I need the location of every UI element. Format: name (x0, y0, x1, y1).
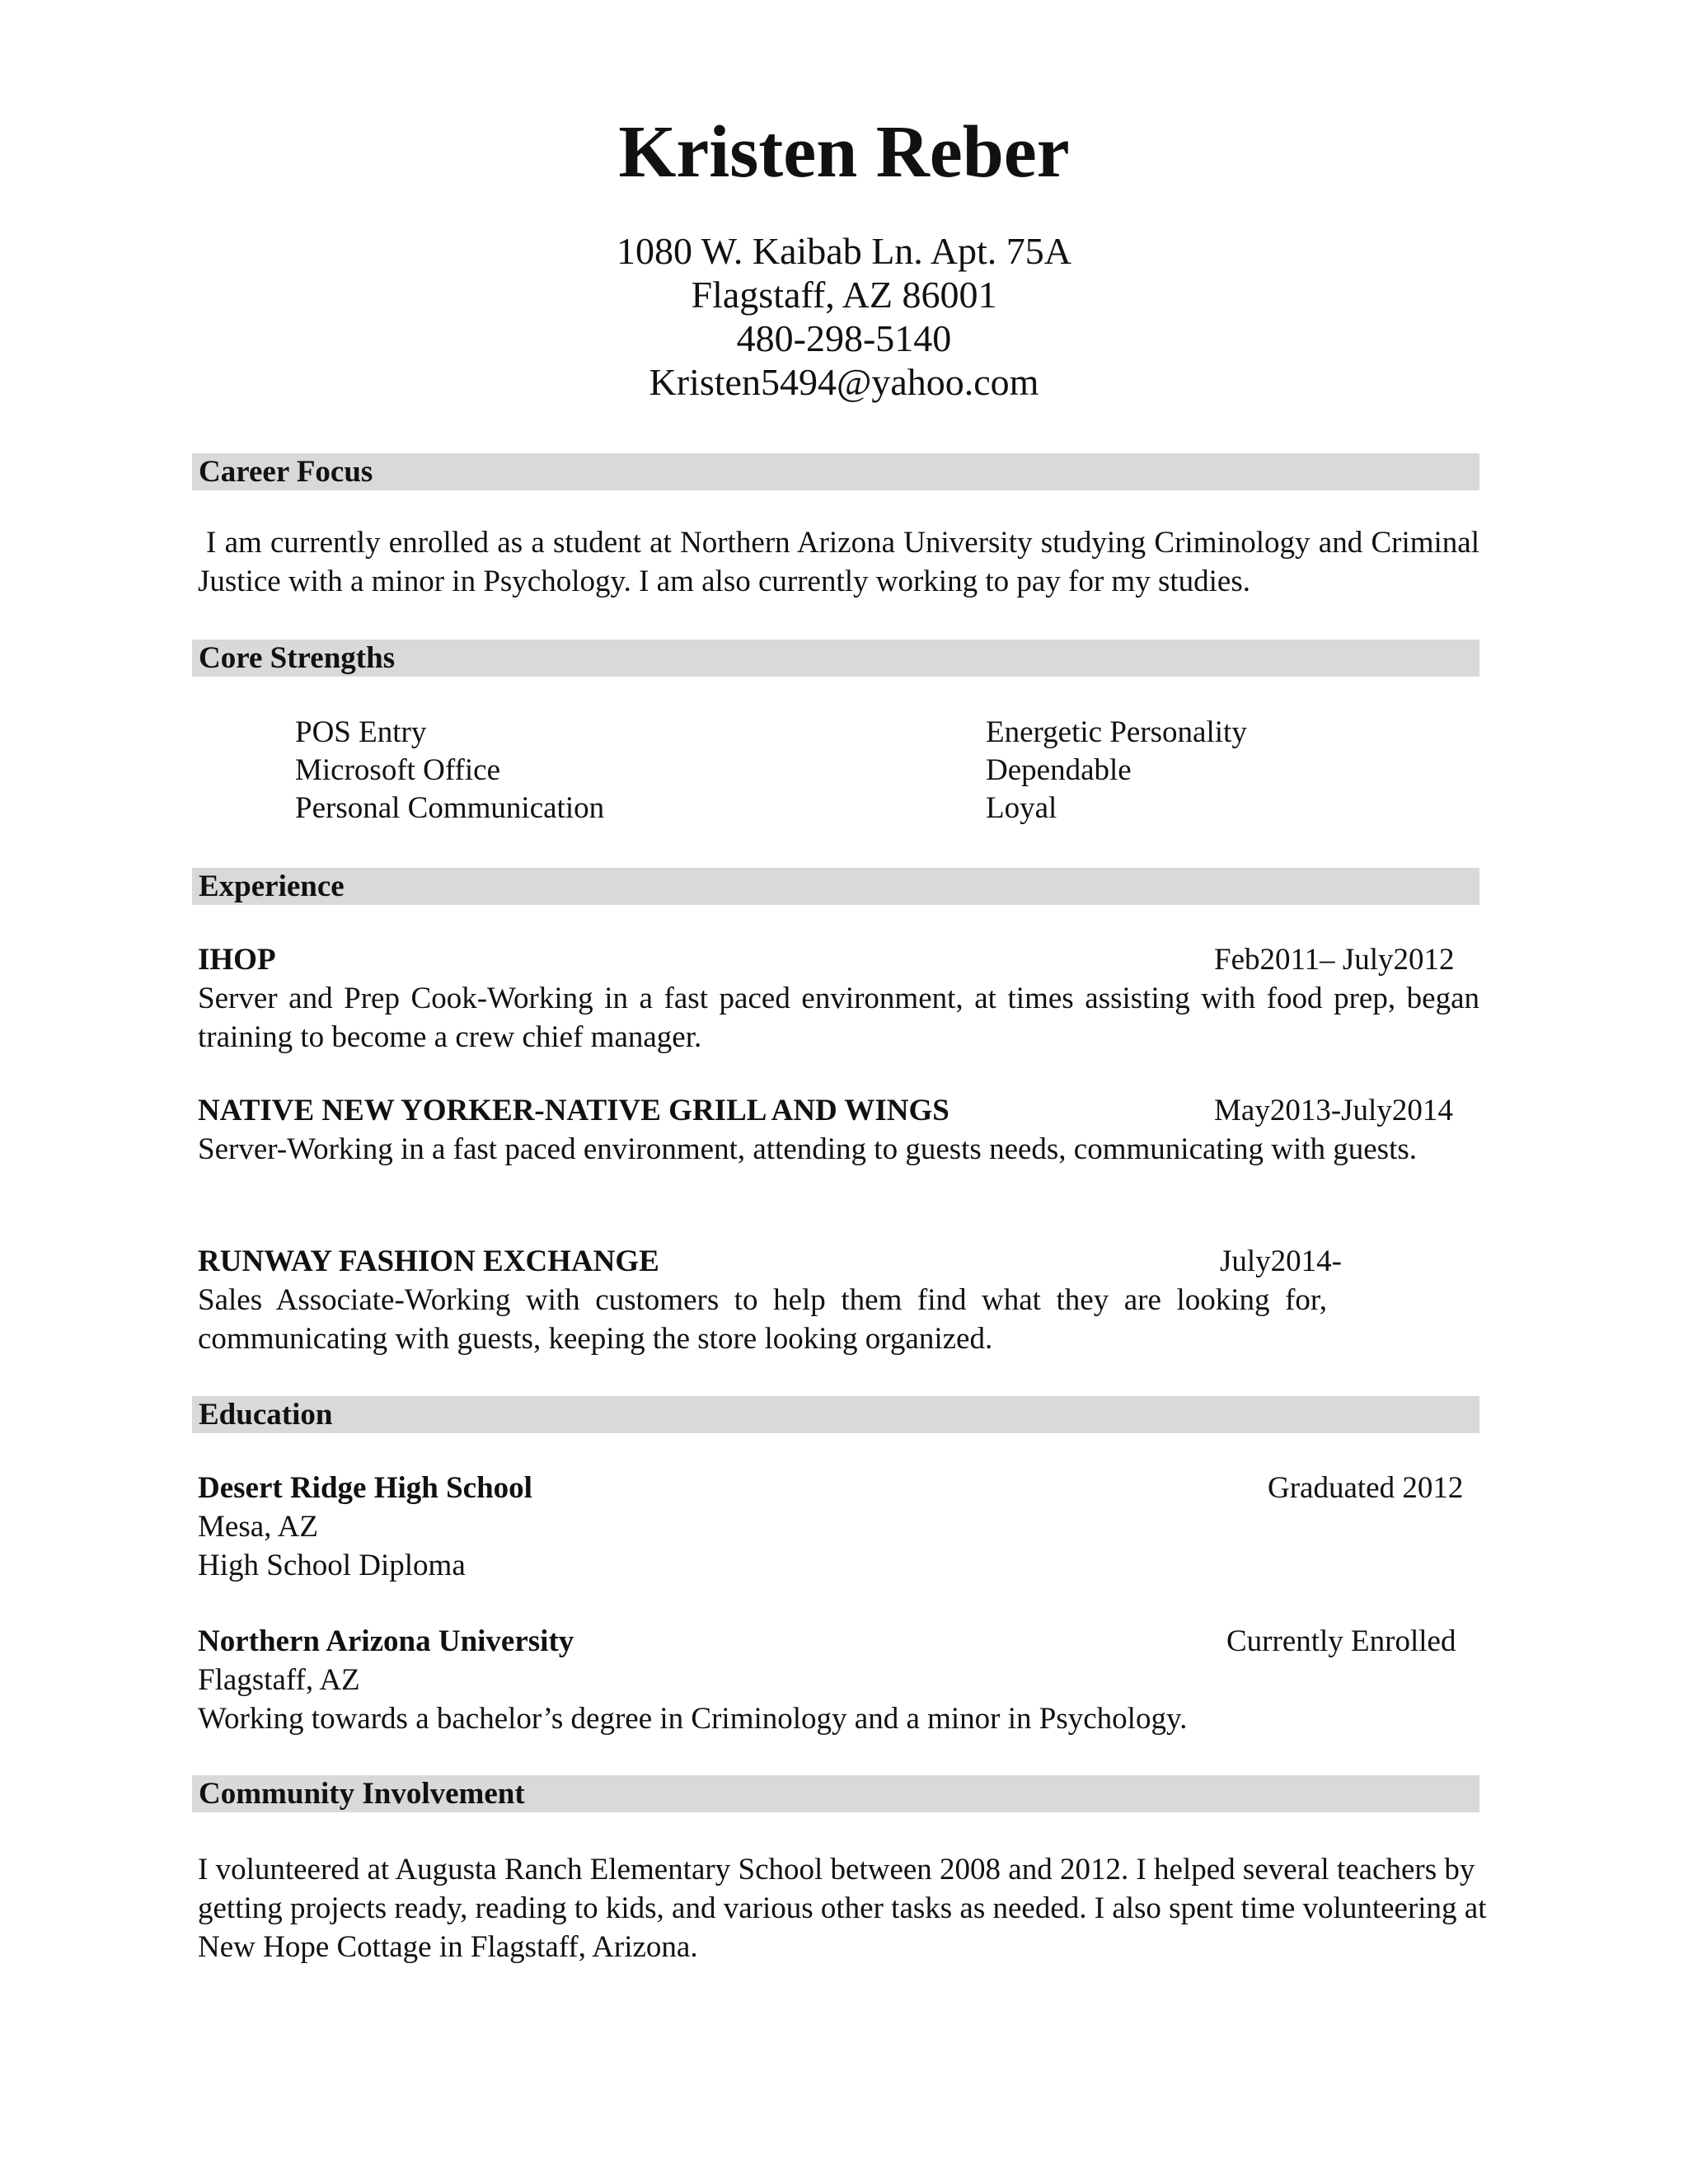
email-address: Kristen5494@yahoo.com (649, 361, 1039, 403)
employer-name: NATIVE NEW YORKER-NATIVE GRILL AND WINGS (198, 1094, 950, 1127)
education-entry (198, 1469, 1479, 1585)
employment-dates: May2013-July2014 (1214, 1094, 1453, 1127)
graduation-status: Graduated 2012 (1268, 1471, 1464, 1505)
address-line-1: 1080 W. Kaibab Ln. Apt. 75A (617, 230, 1071, 272)
degree-detail: Working towards a bachelor’s degree in Criminology and a minor in Psychology. (198, 1702, 1188, 1736)
school-location: Mesa, AZ (198, 1510, 318, 1544)
section-title: Career Focus (199, 455, 373, 489)
strength-item: Loyal (986, 791, 1057, 825)
school-name: Northern Arizona University (198, 1624, 574, 1658)
job-description: Sales Associate-Working with customers to help them find what they are looking for, communicating with guests, keeping the store looking organized. (198, 1283, 1327, 1356)
section-header-career-focus (192, 453, 1479, 490)
strength-item: Personal Communication (295, 791, 605, 825)
section-title: Education (199, 1398, 333, 1432)
strength-item: Energetic Personality (986, 715, 1247, 749)
section-title: Experience (199, 869, 345, 903)
strengths-column-right (986, 714, 1247, 827)
school-location: Flagstaff, AZ (198, 1663, 360, 1697)
degree-detail: High School Diploma (198, 1549, 466, 1582)
strength-item: Microsoft Office (295, 753, 500, 787)
section-title: Community Involvement (199, 1777, 525, 1811)
employment-dates: July2014- (1220, 1244, 1342, 1278)
strengths-column-left (295, 714, 604, 827)
strength-item: POS Entry (295, 715, 427, 749)
enrollment-status: Currently Enrolled (1226, 1624, 1456, 1658)
education-entry (198, 1622, 1479, 1738)
school-name: Desert Ridge High School (198, 1471, 532, 1505)
experience-entry (198, 1091, 1479, 1169)
community-involvement-text: I volunteered at Augusta Ranch Elementary School between 2008 and 2012. I helped several teachers by getting projects ready, reading to kids, and various other tasks as needed. I also spent time volunteering at New Hope Cottage in Flagstaff, Arizona. (198, 1853, 1487, 1964)
section-header-core-strengths (192, 640, 1479, 677)
contact-block (0, 229, 1688, 404)
employer-name: IHOP (198, 943, 276, 977)
job-description: Server and Prep Cook-Working in a fast paced environment, at times assisting with food prep, began training to become a crew chief manager. (198, 982, 1479, 1054)
section-header-community-involvement (192, 1775, 1479, 1812)
address-line-2: Flagstaff, AZ 86001 (691, 274, 997, 316)
employer-name: RUNWAY FASHION EXCHANGE (198, 1244, 659, 1278)
experience-entry (198, 1242, 1479, 1358)
strength-item: Dependable (986, 753, 1132, 787)
section-header-education (192, 1396, 1479, 1433)
candidate-name: Kristen Reber (618, 111, 1070, 193)
section-title: Core Strengths (199, 641, 396, 675)
job-description: Server-Working in a fast paced environment, attending to guests needs, communicating with guests. (198, 1132, 1418, 1166)
career-focus-text: I am currently enrolled as a student at Northern Arizona University studying Criminology and Criminal Justice with a minor in Psychology. I am also currently working to pay for my studies. (198, 526, 1479, 598)
employment-dates: Feb2011– July2012 (1214, 943, 1455, 977)
phone-number: 480-298-5140 (736, 317, 952, 359)
experience-entry (198, 940, 1479, 1057)
section-header-experience (192, 868, 1479, 905)
